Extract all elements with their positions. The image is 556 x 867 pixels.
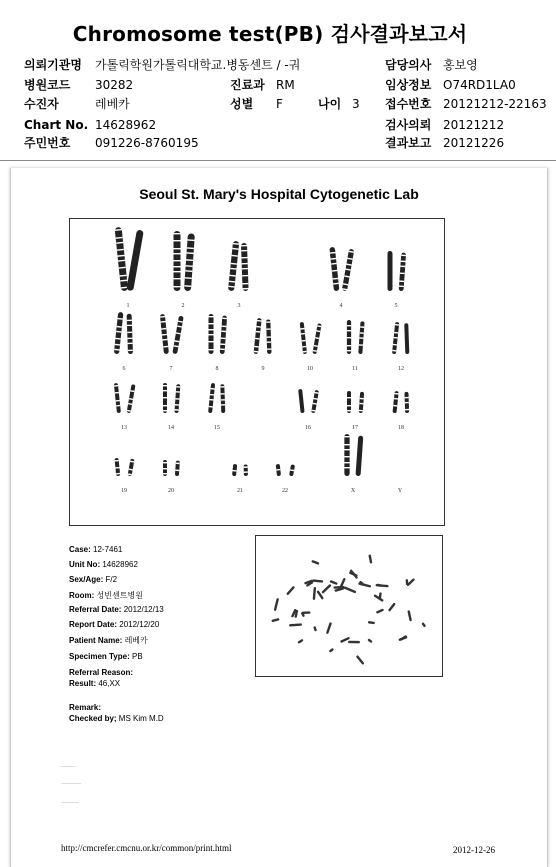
chromosome bbox=[388, 251, 393, 291]
chromosome-band bbox=[163, 405, 167, 406]
chromosome-band bbox=[163, 468, 167, 469]
chromosome-body bbox=[114, 383, 121, 413]
chromosome bbox=[232, 464, 237, 476]
chromosome-band bbox=[242, 268, 248, 270]
chromosome-band bbox=[174, 240, 181, 241]
meta-label: Patient Name: bbox=[69, 636, 123, 645]
chromosome-body bbox=[220, 384, 225, 413]
chromosome-band bbox=[405, 402, 409, 404]
meta-line bbox=[69, 652, 143, 661]
meta-label: Referral Date: bbox=[69, 605, 122, 614]
chromosome bbox=[115, 227, 129, 291]
chromosome-band bbox=[344, 456, 349, 457]
chromosome bbox=[228, 241, 239, 291]
field-label: 병원코드 bbox=[24, 78, 71, 92]
chromosome-band bbox=[175, 404, 179, 406]
spread-chromosome bbox=[329, 648, 334, 653]
chromosome bbox=[358, 321, 364, 354]
chromosome-band bbox=[405, 409, 409, 411]
chromosome bbox=[254, 318, 262, 354]
meta-line bbox=[69, 679, 120, 688]
karyogram-svg bbox=[70, 219, 444, 525]
spread-chromosome bbox=[297, 639, 303, 644]
spread-chromosome bbox=[376, 608, 384, 613]
field-value: 홍보영 bbox=[443, 58, 478, 72]
chromosome bbox=[344, 434, 349, 476]
meta-line bbox=[69, 575, 117, 584]
chromosome bbox=[392, 322, 399, 354]
chromosome-band bbox=[347, 345, 351, 346]
chromosome-band bbox=[176, 463, 180, 465]
chromosome-band bbox=[174, 233, 181, 234]
spread-chromosome bbox=[368, 554, 372, 563]
chromosome-band bbox=[267, 336, 271, 338]
meta-value: 2012/12/13 bbox=[121, 605, 164, 614]
meta-label: Referral Reason: bbox=[69, 668, 134, 677]
report-image bbox=[10, 168, 548, 867]
chromosome-band bbox=[174, 286, 181, 287]
field-label: Chart No. bbox=[24, 118, 89, 132]
chromosome-band bbox=[174, 271, 181, 272]
chromosome-band bbox=[220, 386, 224, 388]
chromosome bbox=[114, 458, 120, 476]
chromosome-body bbox=[115, 227, 129, 291]
chromosome bbox=[208, 383, 215, 413]
header-field-hospital-code bbox=[24, 78, 70, 92]
chromosome-label: 10 bbox=[307, 366, 313, 372]
spread-chromosome bbox=[286, 586, 295, 596]
chromosome bbox=[298, 389, 304, 413]
chromosome-band bbox=[163, 462, 167, 463]
meta-line bbox=[69, 703, 101, 712]
chromosome-band bbox=[344, 467, 349, 468]
meta-value: 레베카 bbox=[122, 636, 148, 645]
meta-label: Specimen Type: bbox=[69, 652, 130, 661]
meta-value: PB bbox=[129, 652, 143, 661]
field-label: 의뢰기관명 bbox=[24, 58, 82, 72]
field-value: 레베카 bbox=[95, 97, 130, 111]
chromosome-body bbox=[220, 315, 227, 354]
spread-chromosome bbox=[313, 587, 317, 600]
spread-chromosome bbox=[407, 610, 412, 621]
chromosome-band bbox=[209, 341, 214, 342]
chromosome bbox=[266, 319, 272, 354]
chromosome-band bbox=[221, 399, 225, 401]
chromosome bbox=[359, 392, 364, 413]
chromosome-label: 18 bbox=[398, 425, 404, 431]
meta-label: Result: bbox=[69, 679, 97, 688]
chromosome-label: 6 bbox=[122, 366, 126, 372]
chromosome bbox=[392, 391, 398, 413]
chromosome-band bbox=[344, 462, 349, 463]
chromosome bbox=[175, 461, 180, 477]
chromosome-band bbox=[347, 397, 351, 398]
chromosome bbox=[128, 459, 135, 477]
chromosome-label: 4 bbox=[339, 303, 343, 309]
chromosome-band bbox=[347, 410, 351, 411]
chromosome-band bbox=[209, 323, 214, 324]
chromosome-band bbox=[359, 344, 363, 346]
chromosome-band bbox=[344, 449, 349, 450]
chromosome bbox=[127, 314, 133, 354]
chromosome bbox=[220, 384, 225, 413]
field-value: 20121212-22163 bbox=[443, 97, 547, 111]
chromosome-band bbox=[360, 332, 364, 334]
chromosome-band bbox=[174, 253, 181, 254]
spread-chromosome bbox=[348, 641, 360, 644]
chromosome bbox=[220, 315, 227, 354]
chromosome bbox=[172, 316, 183, 355]
chromosome-band bbox=[241, 257, 247, 259]
chromosome-label: 3 bbox=[237, 303, 241, 309]
field-value: 091226-8760195 bbox=[95, 136, 199, 150]
meta-value: 12-7461 bbox=[90, 545, 123, 554]
chromosome bbox=[347, 320, 351, 354]
chromosome-band bbox=[209, 329, 214, 330]
chromosome bbox=[241, 243, 249, 291]
field-value: 14628962 bbox=[95, 118, 157, 132]
header-field-chart-no bbox=[24, 118, 88, 132]
chromosome-body bbox=[244, 464, 248, 476]
chromosome-label: 5 bbox=[394, 303, 398, 309]
spread-chromosome bbox=[421, 622, 426, 627]
chromosome-band bbox=[209, 334, 214, 335]
field-label: 검사의뢰 bbox=[385, 118, 432, 132]
spread-chromosome bbox=[367, 638, 372, 643]
chromosome bbox=[342, 249, 355, 292]
chromosome-band bbox=[360, 398, 364, 400]
chromosome-band bbox=[405, 397, 409, 399]
chromosome bbox=[114, 383, 121, 413]
chromosome-label: 20 bbox=[168, 488, 174, 494]
chromosome bbox=[311, 390, 319, 413]
spread-chromosome bbox=[388, 602, 396, 611]
chromosome bbox=[300, 322, 307, 354]
chromosome-band bbox=[266, 328, 270, 330]
chromosome-band bbox=[344, 436, 349, 437]
chromosome-band bbox=[163, 385, 167, 386]
meta-label: Sex/Age: bbox=[69, 575, 104, 584]
header-field-clinical-info bbox=[385, 78, 431, 92]
chromosome-band bbox=[175, 398, 179, 400]
field-value: 20121226 bbox=[443, 136, 505, 150]
spread-chromosome bbox=[312, 579, 323, 583]
chromosome-label: 15 bbox=[214, 425, 220, 431]
meta-label: Unit No: bbox=[69, 560, 101, 569]
chromosome-band bbox=[347, 350, 351, 351]
field-label: 수진자 bbox=[24, 97, 59, 111]
chromosome-band bbox=[175, 409, 179, 411]
meta-value: 2012/12/20 bbox=[117, 620, 160, 629]
chromosome-band bbox=[127, 338, 132, 340]
meta-line bbox=[69, 714, 164, 723]
spread-chromosome bbox=[274, 598, 279, 611]
chromosome-label: 8 bbox=[215, 366, 219, 372]
chromosome bbox=[174, 384, 180, 413]
chromosome-band bbox=[209, 316, 214, 317]
chromosome bbox=[289, 464, 295, 476]
chromosome-band bbox=[128, 343, 133, 345]
header-divider bbox=[0, 160, 556, 161]
chromosome-body bbox=[298, 389, 304, 413]
chromosome-band bbox=[242, 263, 248, 265]
chromosome-body bbox=[404, 323, 409, 354]
field-value: F bbox=[276, 97, 283, 111]
chromosome-label: 17 bbox=[352, 425, 358, 431]
meta-line bbox=[69, 620, 159, 629]
meta-value: 46,XX bbox=[96, 679, 121, 688]
header-field-receipt-no bbox=[385, 97, 431, 111]
chromosome-band bbox=[163, 473, 167, 474]
field-value: 가톨릭학원가톨릭대학교.병동센트 / -궈 bbox=[95, 58, 301, 72]
chromosome-body bbox=[355, 436, 363, 477]
chromosome-label: 19 bbox=[121, 488, 127, 494]
faint-mark bbox=[61, 802, 79, 803]
chromosome-band bbox=[163, 390, 167, 391]
chromosome-band bbox=[347, 337, 351, 338]
chromosome bbox=[127, 384, 136, 413]
chromosome-band bbox=[174, 266, 181, 267]
field-value: 20121212 bbox=[443, 118, 505, 132]
spread-chromosome bbox=[271, 618, 279, 622]
header-field-request-date bbox=[385, 118, 431, 132]
metaphase-spread-svg bbox=[256, 536, 442, 676]
chromosome bbox=[114, 312, 124, 354]
field-value: O74RD1LA0 bbox=[443, 78, 516, 92]
chromosome-band bbox=[347, 405, 351, 406]
meta-label: Report Date: bbox=[69, 620, 118, 629]
field-value: 3 bbox=[352, 97, 360, 111]
chromosome-label: 9 bbox=[261, 366, 265, 372]
chromosome-band bbox=[244, 466, 248, 468]
chromosome bbox=[163, 460, 167, 476]
chromosome-label: 7 bbox=[169, 366, 173, 372]
chromosome-body bbox=[344, 434, 349, 476]
field-label: 결과보고 bbox=[385, 136, 432, 150]
faint-mark bbox=[61, 766, 75, 767]
chromosome bbox=[312, 323, 321, 354]
chromosome-band bbox=[243, 288, 249, 290]
spread-chromosome bbox=[373, 594, 384, 602]
meta-value: MS Kim M.D bbox=[116, 714, 164, 723]
chromosome-label: 22 bbox=[282, 488, 288, 494]
chromosome-band bbox=[242, 275, 248, 277]
chromosome bbox=[355, 436, 363, 477]
chromosome-band bbox=[267, 341, 271, 343]
chromosome-body bbox=[388, 251, 393, 291]
meta-line bbox=[69, 590, 143, 601]
meta-label: Case: bbox=[69, 545, 91, 554]
chromosome-layer bbox=[114, 227, 410, 477]
chromosome-band bbox=[241, 250, 247, 252]
spread-chromosome bbox=[321, 584, 331, 594]
field-value: 30282 bbox=[95, 78, 134, 92]
chromosome bbox=[209, 314, 214, 354]
chromosome bbox=[404, 392, 409, 413]
chromosome-band bbox=[241, 245, 247, 247]
chromosome-body bbox=[399, 252, 406, 291]
spread-chromosome bbox=[356, 655, 365, 665]
meta-line bbox=[69, 668, 133, 677]
header-field-institution bbox=[24, 58, 82, 72]
chromosome-band bbox=[242, 283, 248, 285]
chromosome-body bbox=[126, 230, 144, 292]
chromosome-band bbox=[174, 260, 181, 261]
meta-value: 14628962 bbox=[100, 560, 138, 569]
spread-chromosome bbox=[313, 626, 317, 631]
field-label: 주민번호 bbox=[24, 136, 71, 150]
field-label: 접수번호 bbox=[385, 97, 432, 111]
karyogram-panel bbox=[69, 218, 445, 526]
chromosome-band bbox=[347, 325, 351, 326]
chromosome-band bbox=[359, 337, 363, 339]
meta-line bbox=[69, 560, 138, 569]
spread-chromosome bbox=[326, 622, 332, 634]
chromosome-body bbox=[300, 322, 307, 354]
faint-mark bbox=[61, 783, 81, 784]
header-field-doctor bbox=[385, 58, 431, 72]
chromosome-body bbox=[184, 233, 195, 291]
chromosome-label: 16 bbox=[305, 425, 311, 431]
chromosome bbox=[404, 323, 409, 354]
chromosome-band bbox=[359, 410, 363, 412]
chromosome-band bbox=[175, 470, 179, 472]
meta-value: F/2 bbox=[103, 575, 118, 584]
meta-line bbox=[69, 545, 122, 554]
chromosome-band bbox=[344, 444, 349, 445]
chromosome bbox=[126, 230, 144, 292]
chromosome bbox=[244, 464, 248, 476]
chromosome bbox=[329, 247, 339, 291]
chromosome bbox=[163, 383, 167, 413]
spread-chromosome bbox=[330, 580, 338, 585]
header-field-age bbox=[318, 97, 341, 111]
chromosome-band bbox=[359, 403, 363, 405]
chromosome-label: X bbox=[350, 488, 356, 494]
meta-label: Checked by; bbox=[69, 714, 117, 723]
chromosome-band bbox=[174, 248, 181, 249]
chromosome bbox=[174, 231, 181, 291]
chromosome bbox=[160, 314, 169, 354]
chromosome-label: 13 bbox=[121, 425, 127, 431]
header-field-report-date bbox=[385, 136, 431, 150]
metaphase-spread-image bbox=[255, 535, 443, 677]
header-field-department bbox=[230, 78, 265, 92]
chromosome-band bbox=[163, 397, 167, 398]
footer-date: 2012-12-26 bbox=[453, 845, 495, 855]
spread-chromosome bbox=[289, 623, 302, 626]
chromosome-label: 14 bbox=[168, 425, 174, 431]
chromosome-label: 2 bbox=[181, 303, 185, 309]
chromosome-band bbox=[176, 391, 180, 393]
chromosome-label: Y bbox=[397, 488, 403, 494]
chromosome-band bbox=[244, 471, 248, 473]
chromosome-label: 11 bbox=[352, 366, 358, 372]
chromosome-band bbox=[267, 348, 271, 350]
chromosome-band bbox=[360, 326, 364, 328]
chromosome-band bbox=[176, 386, 180, 388]
chromosome-band bbox=[221, 404, 225, 406]
chromosome-body bbox=[347, 391, 351, 413]
header-field-patient bbox=[24, 97, 59, 111]
field-label: 임상정보 bbox=[385, 78, 432, 92]
chromosome-band bbox=[127, 325, 132, 327]
chromosome-band bbox=[347, 330, 351, 331]
chromosome bbox=[184, 233, 195, 291]
chromosome bbox=[276, 464, 281, 476]
meta-line bbox=[69, 605, 164, 614]
spread-chromosome bbox=[311, 560, 319, 565]
spread-chromosome bbox=[368, 621, 375, 624]
spread-chromosome bbox=[343, 586, 356, 593]
chromosome-band bbox=[174, 278, 181, 279]
lab-title: Seoul St. Mary's Hospital Cytogenetic Lab bbox=[139, 186, 419, 202]
chromosome-band bbox=[266, 321, 270, 323]
meta-value: 성빈센트병원 bbox=[94, 591, 143, 600]
chromosome-band bbox=[127, 332, 132, 334]
field-label: 진료과 bbox=[230, 78, 265, 92]
field-label: 나이 bbox=[318, 97, 342, 111]
chromosome bbox=[347, 391, 351, 413]
chromosome bbox=[399, 252, 406, 291]
chromosome-band bbox=[209, 349, 214, 350]
chromosome-label: 21 bbox=[237, 488, 243, 494]
field-label: 담당의사 bbox=[385, 58, 432, 72]
spread-chromosome bbox=[375, 584, 388, 588]
field-value: RM bbox=[276, 78, 295, 92]
chromosome-label: 1 bbox=[126, 303, 130, 309]
chromosome-band bbox=[163, 410, 167, 411]
chromosome-body bbox=[254, 318, 262, 354]
chromosome-band bbox=[127, 320, 132, 322]
field-label: 성별 bbox=[230, 97, 254, 111]
chromosome-band bbox=[128, 350, 133, 352]
chromosome-body bbox=[208, 383, 215, 413]
page-title: Chromosome test(PB) 검사결과보고서 bbox=[72, 22, 468, 46]
header-field-sex bbox=[230, 97, 253, 111]
meta-label: Room: bbox=[69, 591, 95, 600]
meta-label: Remark: bbox=[69, 703, 102, 712]
header-field-id-number bbox=[24, 136, 70, 150]
footer-url: http://cmcrefer.cmcnu.or.kr/common/print.html bbox=[61, 843, 232, 853]
chromosome-band bbox=[221, 393, 225, 395]
spread-chromosome bbox=[358, 582, 371, 587]
meta-line bbox=[69, 635, 148, 646]
chromosome-label: 12 bbox=[398, 366, 404, 372]
